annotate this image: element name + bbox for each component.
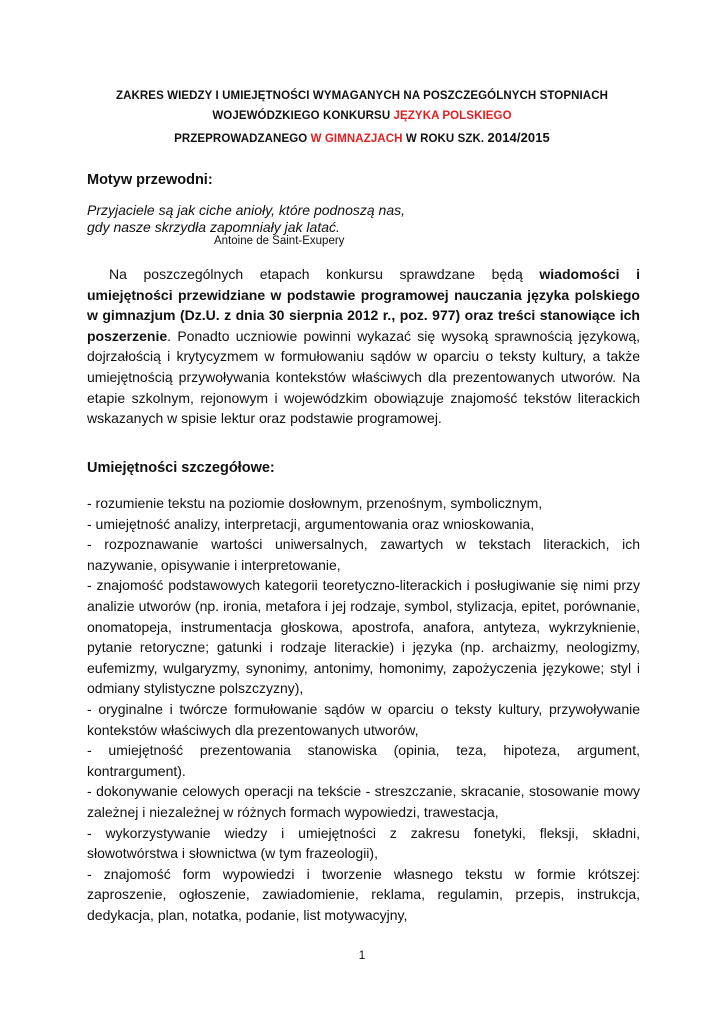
page-number: 1: [358, 948, 366, 962]
header-line-3: PRZEPROWADZANEGO W GIMNAZJACH W ROKU SZK. 2014/2015: [174, 130, 550, 145]
intro-bold-text: wiadomości i umiejętności przewidziane w podstawie programowej nauczania języka polskiego w gimnazjum (Dz.U. z dnia 30 sierpnia 2012 r., poz. 977) oraz treści stanowiące ich poszerzenie: [87, 266, 640, 344]
quote-line-2: gdy nasze skrzydła zapomniały jak latać.: [87, 219, 340, 235]
skills-heading: Umiejętności szczegółowe:: [87, 460, 275, 476]
intro-paragraph: Na poszczególnych etapach konkursu sprawdzane będą wiadomości i umiejętności przewidziane w podstawie programowej nauczania języka polskiego w gimnazjum (Dz.U. z dnia 30 sierpnia 2012 r., poz. 977) oraz treści stanowiące ich poszerzenie. Ponadto uczniowie powinni wykazać się wysoką sprawnością językową, dojrzałością i krytycyzmem w formułowaniu sądów w oparciu o teksty kultury, a także umiejętnością przywoływania kontekstów właściwych dla prezentowanych utworów. Na etapie szkolnym, rejonowym i wojewódzkim obowiązuje znajomość tekstów literackich wskazanych w spisie lektur oraz podstawie programowej.: [87, 266, 640, 427]
header-subject: JĘZYKA POLSKIEGO: [393, 110, 512, 122]
list-item: - rozpoznawanie wartości uniwersalnych, zawartych w tekstach literackich, ich nazywanie, opisywanie i interpretowanie,: [87, 536, 640, 573]
motto-heading: Motyw przewodni:: [87, 172, 213, 188]
list-item: - umiejętność prezentowania stanowiska (opinia, teza, hipoteza, argument, kontrargument).: [87, 742, 640, 779]
list-item: - oryginalne i twórcze formułowanie sądów w oparciu o teksty kultury, przywoływanie kontekstów właściwych dla prezentowanych utworów,: [87, 700, 640, 738]
quote-line-1: Przyjaciele są jak ciche anioły, które podnoszą nas,: [87, 202, 406, 218]
list-item: - znajomość form wypowiedzi i tworzenie własnego tekstu w formie krótszej: zaproszenie, ogłoszenie, zawiadomienie, reklama, regulamin, przepis, instrukcja, dedykacja, plan, notatka, podanie, list motywacyjny,: [87, 865, 640, 923]
list-item: - dokonywanie celowych operacji na tekście - streszczanie, skracanie, stosowanie mowy zależnej i niezależnej w różnych formach wypowiedzi, trawestacja,: [87, 783, 640, 820]
quote-author: Antoine de Saint-Exupery: [214, 235, 345, 247]
list-item: - rozumienie tekstu na poziomie dosłownym, przenośnym, symbolicznym,: [87, 495, 543, 511]
header-line-1: ZAKRES WIEDZY I UMIEJĘTNOŚCI WYMAGANYCH NA POSZCZEGÓLNYCH STOPNIACH: [115, 90, 609, 102]
list-item: - wykorzystywanie wiedzy i umiejętności z zakresu fonetyki, fleksji, składni, słowotwórstwa i słownictwa (w tym frazeologii),: [87, 824, 640, 862]
header-line-2: WOJEWÓDZKIEGO KONKURSU JĘZYKA POLSKIEGO: [212, 110, 512, 122]
header-year: 2014/2015: [487, 130, 550, 145]
skills-list: [87, 493, 640, 925]
header-school-type: W GIMNAZJACH: [310, 133, 403, 145]
list-item: - znajomość podstawowych kategorii teoretyczno-literackich i posługiwanie się nimi przy analizie utworów (np. ironia, metafora i jej rodzaje, symbol, stylizacja, epitet, porównanie, onomatopeja, instrumentacja głoskowa, apostrofa, anafora, antyteza, wykrzyknienie, pytanie retoryczne; gatunki i rodzaje literackie) i języka (np. archaizmy, neologizmy, eufemizmy, wulgaryzmy, synonimy, antonimy, homonimy, zapożyczenia językowe; styl i odmiany stylistyczne polszczyzny),: [87, 577, 640, 697]
list-item: - umiejętność analizy, interpretacji, argumentowania oraz wnioskowania,: [87, 515, 535, 532]
